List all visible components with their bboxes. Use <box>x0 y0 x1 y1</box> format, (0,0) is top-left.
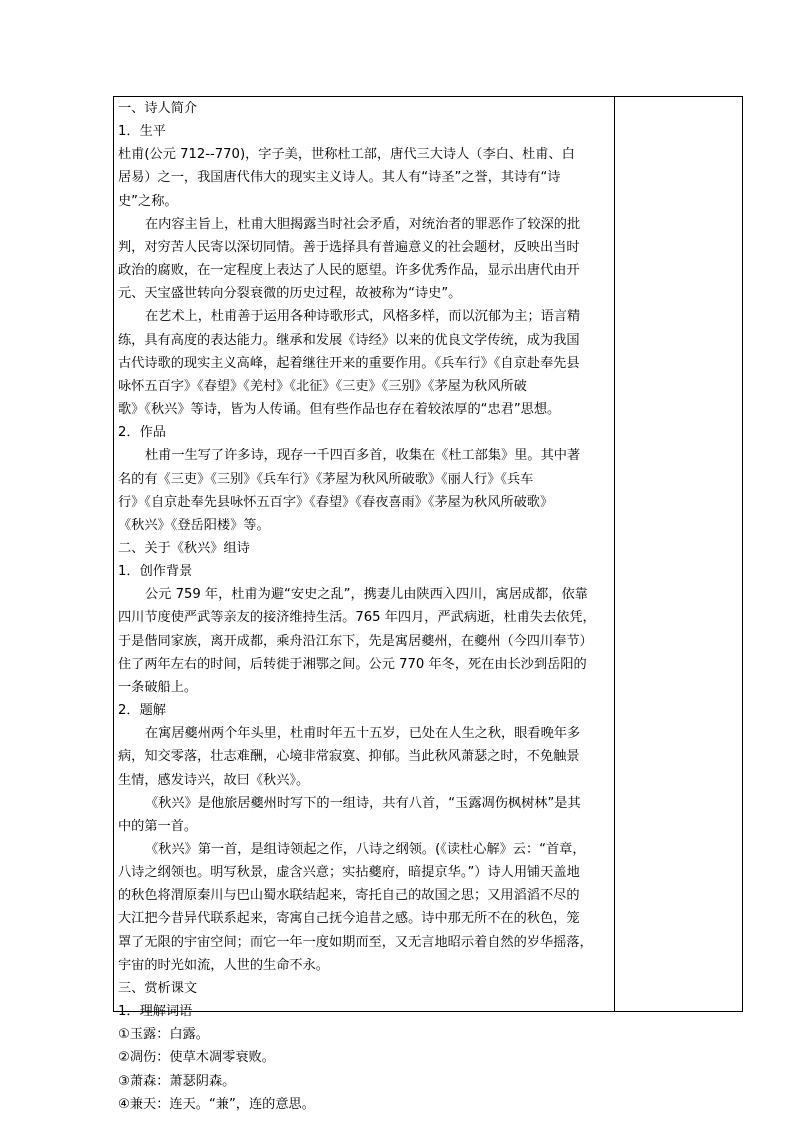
text-line: 居易）之一，我国唐代伟大的现实主义诗人。其人有“诗圣”之誉，其诗有“诗 <box>118 170 561 186</box>
text-line: 《秋兴》是他旅居夔州时写下的一组诗，共有八首，“玉露凋伤枫树林”是其 <box>145 795 581 811</box>
text-line: 咏怀五百字》《春望》《羌村》《北征》《三吏》《三别》《茅屋为秋风所破 <box>118 378 527 394</box>
text-line: 歌》《秋兴》等诗，皆为人传诵。但有些作品也存在着较浓厚的“忠君”思想。 <box>118 402 561 418</box>
text-line: 宇宙的时光如流，人世的生命不永。 <box>118 957 329 973</box>
term-item: ③萧森：萧瑟阴森。 <box>118 1073 236 1089</box>
term-item: ②凋伤：使草木凋零衰败。 <box>118 1050 275 1066</box>
text-line: 元、天宝盛世转向分裂衰微的历史过程，故被称为“诗史”。 <box>118 286 462 302</box>
section-heading: 一、诗人简介 <box>118 101 198 116</box>
text-line: 病，知交零落，壮志难酬，心境非常寂寞、抑郁。当此秋风萧瑟之时，不免触景 <box>118 749 580 765</box>
text-line: 大江把今昔异代联系起来，寄寓自己抚今追昔之感。诗中那无所不在的秋色，笼 <box>118 911 580 927</box>
subsection-heading: 2．作品 <box>118 425 166 441</box>
text-line: 的秋色将渭原秦川与巴山蜀水联结起来，寄托自己的故国之思；又用滔滔不尽的 <box>118 888 580 904</box>
text-line: 名的有《三吏》《三别》《兵车行》《茅屋为秋风所破歌》《丽人行》《兵车 <box>118 471 534 487</box>
subsection-heading: 1．创作背景 <box>118 564 193 580</box>
text-line: 行》《自京赴奉先县咏怀五百字》《春望》《春夜喜雨》《茅屋为秋风所破歌》 <box>118 494 554 510</box>
text-line: 生情，感发诗兴，故曰《秋兴》。 <box>118 772 310 788</box>
page-table <box>113 96 743 1112</box>
text-line: 史”之称。 <box>118 193 178 209</box>
section-heading: 三、赏析课文 <box>118 980 198 996</box>
subsection-heading: 2．题解 <box>118 703 166 719</box>
text-line: 判，对穷苦人民寄以深切同情。善于选择具有普遍意义的社会题材，反映出当时 <box>118 239 580 255</box>
text-line: 练，具有高度的表达能力。继承和发展《诗经》以来的优良文学传统，成为我国 <box>118 332 580 348</box>
main-content-cell <box>114 97 615 1112</box>
text-line: 罩了无限的宇宙空间；而它一年一度如期而至，又无言地昭示着自然的岁华摇落， <box>118 934 593 950</box>
text-line: 四川节度使严武等亲友的接济维持生活。765 年四月，严武病逝，杜甫失去依凭， <box>118 610 596 626</box>
subsection-heading: 1．理解词语 <box>118 1004 193 1020</box>
text-line: 《秋兴》第一首，是组诗领起之作，八诗之纲领。(《读杜心解》云：“首章， <box>145 842 586 857</box>
text-line: 住了两年左右的时间，后转徙于湘鄂之间。公元 770 年冬，死在由长沙到岳阳的 <box>118 656 587 672</box>
text-line: 中的第一首。 <box>118 818 198 834</box>
text-line: 公元 759 年，杜甫为避“安史之乱”，携妻儿由陕西入四川，寓居成都，依靠 <box>145 587 588 603</box>
text-line: 杜甫一生写了许多诗，现存一千四百多首，收集在《杜工部集》里。其中著 <box>145 448 581 464</box>
term-item: ④兼天：连天。“兼”，连的意思。 <box>118 1096 315 1112</box>
section-heading: 二、关于《秋兴》组诗 <box>118 540 250 556</box>
text-line: 在艺术上，杜甫善于运用各种诗歌形式，风格多样，而以沉郁为主；语言精 <box>145 309 581 325</box>
text-line: 杜甫(公元 712--770)，字子美，世称杜工部，唐代三大诗人（李白、杜甫、白 <box>118 147 575 163</box>
text-line: 《秋兴》《登岳阳楼》等。 <box>118 517 270 533</box>
text-line: 古代诗歌的现实主义高峰，起着继往开来的重要作用。《兵车行》《自京赴奉先县 <box>118 355 580 371</box>
text-line: 在寓居夔州两个年头里，杜甫时年五十五岁，已处在人生之秋，眼看晚年多 <box>145 726 581 742</box>
subsection-heading: 1．生平 <box>118 124 166 140</box>
text-line: 八诗之纲领也。明写秋景，虚含兴意；实拈夔府，暗提京华。”）诗人用铺天盖地 <box>118 865 580 881</box>
text-line: 于是偕同家族，离开成都，乘舟沿江东下，先是寓居夔州，在夔州（今四川奉节） <box>118 633 593 649</box>
text-line: 在内容主旨上，杜甫大胆揭露当时社会矛盾，对统治者的罪恶作了较深的批 <box>145 216 581 232</box>
text-line: 政治的腐败，在一定程度上表达了人民的愿望。许多优秀作品，显示出唐代由开 <box>118 263 580 279</box>
notes-cell <box>615 97 742 1011</box>
term-item: ①玉露：白露。 <box>118 1027 209 1043</box>
text-line: 一条破船上。 <box>118 679 198 695</box>
